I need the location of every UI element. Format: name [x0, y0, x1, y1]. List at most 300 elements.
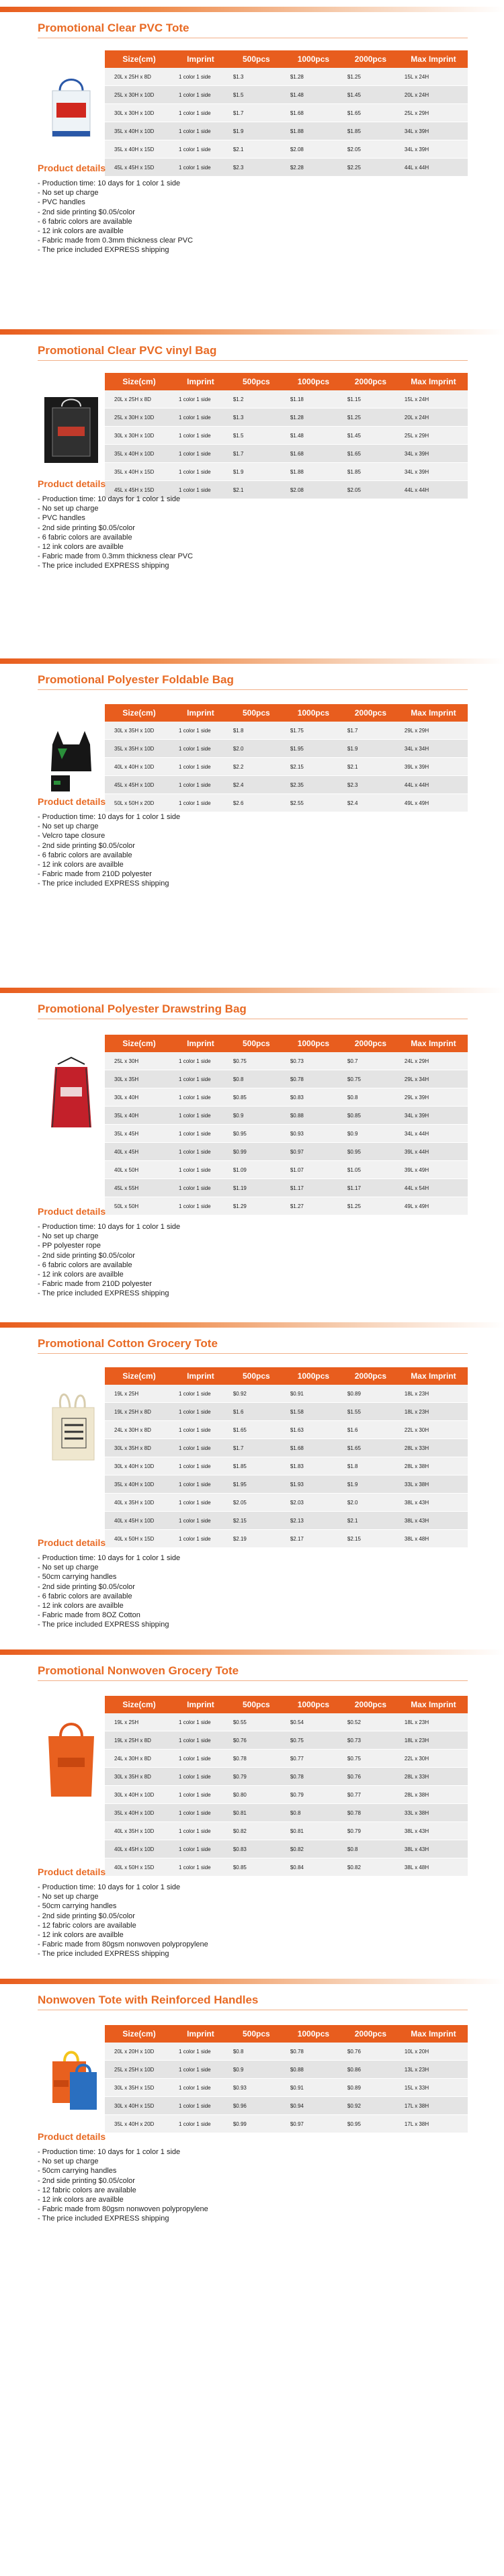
table-cell: 28L x 38H — [399, 1457, 468, 1475]
table-row — [105, 1439, 468, 1457]
table-cell: 1 color 1 side — [173, 390, 228, 409]
section-top-bar — [0, 658, 504, 664]
table-cell: 28L x 33H — [399, 1439, 468, 1457]
table-row — [105, 794, 468, 812]
table-cell: $2.1 — [342, 758, 399, 776]
table-cell: 35L x 40H x 20D — [105, 2115, 173, 2133]
table-cell: $0.8 — [342, 1088, 399, 1107]
table-cell: $1.27 — [285, 1197, 342, 1215]
table-row — [105, 1768, 468, 1786]
table-cell: $0.85 — [342, 1107, 399, 1125]
table-row — [105, 1197, 468, 1215]
table-cell: 19L x 25H x 8D — [105, 1731, 173, 1750]
table-cell: $0.92 — [342, 2097, 399, 2115]
table-cell: 1 color 1 side — [173, 740, 228, 758]
table-cell: $2.0 — [342, 1494, 399, 1512]
table-cell: $1.28 — [285, 409, 342, 427]
column-header: Max Imprint — [399, 1035, 468, 1052]
detail-item: - Fabric made from 0.3mm thickness clear PVC — [38, 237, 194, 245]
column-header: Imprint — [173, 50, 228, 68]
table-row — [105, 159, 468, 177]
table-cell: 38L x 43H — [399, 1840, 468, 1858]
table-cell: 35L x 40H x 15D — [105, 463, 173, 481]
table-cell: 44L x 44H — [399, 159, 468, 177]
table-cell: 30L x 35H — [105, 1070, 173, 1088]
table-cell: 22L x 30H — [399, 1421, 468, 1439]
table-cell: 35L x 45H — [105, 1125, 173, 1143]
table-cell: $0.8 — [285, 1804, 342, 1822]
table-row — [105, 427, 468, 445]
table-cell: $0.79 — [342, 1822, 399, 1840]
section-title: Promotional Clear PVC vinyl Bag — [38, 344, 217, 357]
table-cell: 25L x 25H x 10D — [105, 2061, 173, 2079]
table-cell: $2.25 — [342, 159, 399, 177]
table-cell: $1.48 — [285, 86, 342, 104]
table-cell: 1 color 1 side — [173, 2061, 228, 2079]
table-row — [105, 86, 468, 104]
column-header: 2000pcs — [342, 1035, 399, 1052]
table-cell: 1 color 1 side — [173, 722, 228, 740]
table-cell: $1.65 — [228, 1421, 285, 1439]
column-header: 1000pcs — [285, 50, 342, 68]
table-cell: $1.95 — [228, 1475, 285, 1494]
table-row — [105, 1403, 468, 1421]
table-cell: $1.65 — [342, 1439, 399, 1457]
details-list — [38, 812, 180, 889]
table-row — [105, 1421, 468, 1439]
table-cell: $2.3 — [228, 159, 285, 177]
table-cell: 35L x 40H x 10D — [105, 1475, 173, 1494]
detail-item: - Fabric made from 80gsm nonwoven polypropylene — [38, 1940, 208, 1949]
table-cell: 15L x 33H — [399, 2079, 468, 2097]
table-cell: 30L x 40H x 10D — [105, 1786, 173, 1804]
table-row — [105, 758, 468, 776]
table-cell: 30L x 35H x 8D — [105, 1768, 173, 1786]
table-cell: $2.15 — [342, 1530, 399, 1548]
table-cell: $0.95 — [342, 1143, 399, 1161]
table-cell: $2.4 — [342, 794, 399, 812]
detail-item: - Production time: 10 days for 1 color 1 side — [38, 1223, 181, 1231]
table-cell: $2.1 — [342, 1512, 399, 1530]
table-cell: 19L x 25H x 8D — [105, 1403, 173, 1421]
table-cell: $1.17 — [285, 1179, 342, 1197]
detail-item: - 12 ink colors are availble — [38, 861, 124, 869]
details-list — [38, 1553, 180, 1630]
table-cell: $1.6 — [342, 1421, 399, 1439]
table-cell: 20L x 20H x 10D — [105, 2043, 173, 2061]
table-cell: $0.78 — [285, 1070, 342, 1088]
table-row — [105, 1475, 468, 1494]
table-cell: $2.08 — [285, 140, 342, 159]
table-cell: $0.8 — [228, 2043, 285, 2061]
table-cell: $1.25 — [342, 68, 399, 86]
table-cell: 1 color 1 side — [173, 1457, 228, 1475]
table-row — [105, 1731, 468, 1750]
table-cell: $1.29 — [228, 1197, 285, 1215]
table-cell: 50L x 50H x 20D — [105, 794, 173, 812]
table-cell: 29L x 29H — [399, 722, 468, 740]
table-cell: 28L x 33H — [399, 1768, 468, 1786]
table-cell: 18L x 23H — [399, 1713, 468, 1731]
details-list — [38, 2147, 208, 2224]
column-header: Size(cm) — [105, 1035, 173, 1052]
table-cell: 30L x 35H x 15D — [105, 2079, 173, 2097]
section-top-bar — [0, 1979, 504, 1984]
table-cell: $0.79 — [228, 1768, 285, 1786]
details-heading: Product details — [38, 163, 106, 173]
column-header: Size(cm) — [105, 704, 173, 722]
column-header: 1000pcs — [285, 704, 342, 722]
column-header: 500pcs — [228, 704, 285, 722]
table-cell: 40L x 50H — [105, 1161, 173, 1179]
details-heading: Product details — [38, 1866, 106, 1877]
table-row — [105, 1822, 468, 1840]
table-cell: 24L x 30H x 8D — [105, 1750, 173, 1768]
table-cell: $2.05 — [228, 1494, 285, 1512]
table-cell: 30L x 40H — [105, 1088, 173, 1107]
details-heading: Product details — [38, 1206, 106, 1217]
table-cell: $2.15 — [285, 758, 342, 776]
table-cell: $1.7 — [228, 104, 285, 122]
table-cell: $1.25 — [342, 409, 399, 427]
details-heading: Product details — [38, 2131, 106, 2142]
table-cell: $2.35 — [285, 776, 342, 794]
table-cell: 1 color 1 side — [173, 1143, 228, 1161]
table-cell: 24L x 30H x 8D — [105, 1421, 173, 1439]
table-cell: 1 color 1 side — [173, 1530, 228, 1548]
table-cell: 1 color 1 side — [173, 2043, 228, 2061]
table-cell: $0.9 — [228, 1107, 285, 1125]
detail-item: - 2nd side printing $0.05/color — [38, 2176, 135, 2185]
column-header: Size(cm) — [105, 1367, 173, 1385]
column-header: 2000pcs — [342, 373, 399, 390]
table-cell: $0.83 — [285, 1088, 342, 1107]
table-cell: 33L x 38H — [399, 1475, 468, 1494]
column-header: 500pcs — [228, 50, 285, 68]
column-header: 1000pcs — [285, 1696, 342, 1713]
table-cell: 34L x 34H — [399, 740, 468, 758]
table-cell: $0.52 — [342, 1713, 399, 1731]
table-row — [105, 2115, 468, 2133]
column-header: 500pcs — [228, 1367, 285, 1385]
table-cell: $0.9 — [228, 2061, 285, 2079]
table-cell: 1 color 1 side — [173, 758, 228, 776]
table-cell: $1.93 — [285, 1475, 342, 1494]
price-table — [105, 704, 468, 812]
table-row — [105, 1786, 468, 1804]
table-cell: $1.58 — [285, 1403, 342, 1421]
table-cell: $1.68 — [285, 1439, 342, 1457]
detail-item: - The price included EXPRESS shipping — [38, 2215, 169, 2223]
section-top-bar — [0, 329, 504, 335]
table-cell: 22L x 30H — [399, 1750, 468, 1768]
table-cell: 1 color 1 side — [173, 2079, 228, 2097]
price-table — [105, 1367, 468, 1548]
table-cell: 1 color 1 side — [173, 122, 228, 140]
table-cell: $1.68 — [285, 445, 342, 463]
detail-item: - PP polyester rope — [38, 1242, 101, 1250]
table-cell: $0.85 — [228, 1088, 285, 1107]
table-cell: $0.79 — [285, 1786, 342, 1804]
table-cell: $0.89 — [342, 2079, 399, 2097]
table-cell: 34L x 44H — [399, 1125, 468, 1143]
table-cell: $0.99 — [228, 1143, 285, 1161]
table-cell: $0.75 — [342, 1750, 399, 1768]
table-cell: 1 color 1 side — [173, 1768, 228, 1786]
column-header: Imprint — [173, 1035, 228, 1052]
table-cell: 40L x 45H — [105, 1143, 173, 1161]
column-header: 2000pcs — [342, 1696, 399, 1713]
detail-item: - Production time: 10 days for 1 color 1 side — [38, 2148, 181, 2156]
table-cell: 40L x 35H x 10D — [105, 1494, 173, 1512]
table-cell: 1 color 1 side — [173, 1052, 228, 1070]
detail-item: - 2nd side printing $0.05/color — [38, 208, 135, 216]
table-cell: 1 color 1 side — [173, 1403, 228, 1421]
table-cell: $0.7 — [342, 1052, 399, 1070]
price-table — [105, 1035, 468, 1215]
table-cell: 25L x 30H x 10D — [105, 409, 173, 427]
column-header: 2000pcs — [342, 50, 399, 68]
column-header: Max Imprint — [399, 704, 468, 722]
table-cell: $1.15 — [342, 390, 399, 409]
table-cell: 30L x 30H x 10D — [105, 427, 173, 445]
table-cell: $0.83 — [228, 1840, 285, 1858]
section-top-bar — [0, 988, 504, 993]
column-header: Imprint — [173, 2025, 228, 2043]
table-cell: $0.9 — [342, 1125, 399, 1143]
table-cell: $1.25 — [342, 1197, 399, 1215]
table-row — [105, 2061, 468, 2079]
table-cell: 34L x 39H — [399, 1107, 468, 1125]
table-cell: 15L x 24H — [399, 390, 468, 409]
table-cell: $0.97 — [285, 2115, 342, 2133]
column-header: Max Imprint — [399, 1367, 468, 1385]
table-row — [105, 1088, 468, 1107]
table-cell: 40L x 45H x 10D — [105, 1840, 173, 1858]
table-cell: 44L x 44H — [399, 481, 468, 499]
table-cell: 44L x 44H — [399, 776, 468, 794]
table-cell: 1 color 1 side — [173, 1512, 228, 1530]
table-cell: $0.91 — [285, 2079, 342, 2097]
detail-item: - 2nd side printing $0.05/color — [38, 523, 135, 532]
detail-item: - 6 fabric colors are available — [38, 851, 132, 859]
table-cell: 1 color 1 side — [173, 1750, 228, 1768]
section-title: Promotional Nonwoven Grocery Tote — [38, 1664, 239, 1677]
table-row — [105, 740, 468, 758]
table-cell: 1 color 1 side — [173, 1088, 228, 1107]
table-row — [105, 1750, 468, 1768]
table-cell: 1 color 1 side — [173, 68, 228, 86]
table-cell: $1.3 — [228, 68, 285, 86]
table-cell: 38L x 48H — [399, 1530, 468, 1548]
table-cell: $2.1 — [228, 140, 285, 159]
table-cell: 25L x 30H — [105, 1052, 173, 1070]
table-cell: $1.28 — [285, 68, 342, 86]
table-cell: $2.15 — [228, 1512, 285, 1530]
table-row — [105, 1494, 468, 1512]
table-cell: 39L x 44H — [399, 1143, 468, 1161]
table-cell: 45L x 55H — [105, 1179, 173, 1197]
detail-item: - The price included EXPRESS shipping — [38, 246, 169, 255]
table-cell: 20L x 24H — [399, 409, 468, 427]
section-top-bar — [0, 7, 504, 12]
column-header: 1000pcs — [285, 1367, 342, 1385]
table-cell: $0.81 — [228, 1804, 285, 1822]
detail-item: - 2nd side printing $0.05/color — [38, 1251, 135, 1260]
table-cell: 35L x 40H x 10D — [105, 122, 173, 140]
table-cell: $1.07 — [285, 1161, 342, 1179]
table-cell: $0.78 — [342, 1804, 399, 1822]
table-row — [105, 1530, 468, 1548]
table-cell: $0.82 — [228, 1822, 285, 1840]
table-cell: 1 color 1 side — [173, 1840, 228, 1858]
table-row — [105, 1713, 468, 1731]
table-cell: $2.13 — [285, 1512, 342, 1530]
table-cell: 30L x 30H x 10D — [105, 104, 173, 122]
table-cell: $1.2 — [228, 390, 285, 409]
title-underline — [38, 689, 468, 690]
table-cell: 1 color 1 side — [173, 427, 228, 445]
table-cell: $1.17 — [342, 1179, 399, 1197]
table-cell: 40L x 50H x 15D — [105, 1530, 173, 1548]
table-cell: $2.4 — [228, 776, 285, 794]
column-header: Max Imprint — [399, 1696, 468, 1713]
clear-pvc-vinyl-bag-image — [38, 393, 105, 467]
table-cell: 49L x 49H — [399, 794, 468, 812]
detail-item: - 50cm carrying handles — [38, 2167, 117, 2176]
table-cell: $2.17 — [285, 1530, 342, 1548]
detail-item: - No set up charge — [38, 1893, 99, 1901]
table-row — [105, 722, 468, 740]
table-cell: $0.77 — [342, 1786, 399, 1804]
table-cell: $1.19 — [228, 1179, 285, 1197]
table-cell: 17L x 38H — [399, 2115, 468, 2133]
table-cell: 24L x 29H — [399, 1052, 468, 1070]
price-table — [105, 373, 468, 499]
cotton-grocery-tote-image — [38, 1387, 105, 1488]
table-cell: $2.2 — [228, 758, 285, 776]
column-header: Size(cm) — [105, 373, 173, 390]
table-cell: 39L x 39H — [399, 758, 468, 776]
detail-item: - 12 ink colors are availble — [38, 1931, 124, 1940]
table-row — [105, 1070, 468, 1088]
table-cell: $0.55 — [228, 1713, 285, 1731]
detail-item: - The price included EXPRESS shipping — [38, 1621, 169, 1629]
column-header: Size(cm) — [105, 2025, 173, 2043]
column-header: 2000pcs — [342, 1367, 399, 1385]
table-cell: $2.19 — [228, 1530, 285, 1548]
table-cell: $1.85 — [342, 122, 399, 140]
table-cell: $1.7 — [342, 722, 399, 740]
table-cell: 1 color 1 side — [173, 1070, 228, 1088]
column-header: 1000pcs — [285, 1035, 342, 1052]
table-cell: $0.82 — [285, 1840, 342, 1858]
table-cell: $0.97 — [285, 1143, 342, 1161]
table-cell: 1 color 1 side — [173, 1494, 228, 1512]
bag-illustration — [38, 71, 105, 142]
table-cell: $1.9 — [228, 122, 285, 140]
table-cell: $1.18 — [285, 390, 342, 409]
table-cell: $0.93 — [228, 2079, 285, 2097]
table-cell: 35L x 40H — [105, 1107, 173, 1125]
table-cell: 25L x 29H — [399, 104, 468, 122]
table-cell: $0.82 — [342, 1858, 399, 1877]
table-row — [105, 1512, 468, 1530]
nonwoven-grocery-tote-image — [38, 1716, 105, 1820]
detail-item: - 12 ink colors are availble — [38, 543, 124, 552]
table-cell: $1.3 — [228, 409, 285, 427]
table-cell: $2.28 — [285, 159, 342, 177]
table-cell: 1 color 1 side — [173, 1731, 228, 1750]
table-cell: $1.55 — [342, 1403, 399, 1421]
table-cell: 20L x 25H x 8D — [105, 68, 173, 86]
detail-item: - 6 fabric colors are available — [38, 1592, 132, 1600]
detail-item: - The price included EXPRESS shipping — [38, 1950, 169, 1959]
table-cell: 28L x 38H — [399, 1786, 468, 1804]
polyester-drawstring-bag-image — [38, 1055, 105, 1149]
column-header: 500pcs — [228, 1696, 285, 1713]
table-cell: 1 color 1 side — [173, 794, 228, 812]
clear-pvc-tote-image — [38, 71, 105, 142]
detail-item: - 50cm carrying handles — [38, 1902, 117, 1911]
table-cell: 1 color 1 side — [173, 409, 228, 427]
table-cell: 1 color 1 side — [173, 86, 228, 104]
table-cell: 1 color 1 side — [173, 1179, 228, 1197]
table-cell: 1 color 1 side — [173, 445, 228, 463]
table-cell: $1.88 — [285, 463, 342, 481]
table-cell: 30L x 35H x 10D — [105, 722, 173, 740]
table-cell: 38L x 43H — [399, 1494, 468, 1512]
column-header: 500pcs — [228, 373, 285, 390]
table-cell: 38L x 43H — [399, 1822, 468, 1840]
detail-item: - 12 ink colors are availble — [38, 227, 124, 236]
detail-item: - Fabric made from 210D polyester — [38, 1280, 152, 1289]
table-cell: $1.5 — [228, 86, 285, 104]
table-cell: $1.7 — [228, 1439, 285, 1457]
column-header: 500pcs — [228, 2025, 285, 2043]
table-cell: $1.9 — [228, 463, 285, 481]
table-cell: $0.75 — [285, 1731, 342, 1750]
detail-item: - No set up charge — [38, 1563, 99, 1572]
table-cell: $2.05 — [342, 481, 399, 499]
table-row — [105, 122, 468, 140]
table-cell: 10L x 20H — [399, 2043, 468, 2061]
table-cell: 40L x 35H x 10D — [105, 1822, 173, 1840]
table-row — [105, 2043, 468, 2061]
table-cell: 45L x 45H x 15D — [105, 481, 173, 499]
table-cell: 34L x 39H — [399, 463, 468, 481]
table-cell: $2.03 — [285, 1494, 342, 1512]
table-cell: 18L x 23H — [399, 1731, 468, 1750]
table-cell: $1.8 — [228, 722, 285, 740]
detail-item: - No set up charge — [38, 2157, 99, 2166]
column-header: Imprint — [173, 1367, 228, 1385]
column-header: Imprint — [173, 1696, 228, 1713]
table-cell: 44L x 54H — [399, 1179, 468, 1197]
table-cell: $1.88 — [285, 122, 342, 140]
price-table — [105, 50, 468, 177]
table-cell: $2.1 — [228, 481, 285, 499]
nonwoven-tote-reinforced-handles-image — [38, 2045, 105, 2126]
table-cell: 35L x 35H x 10D — [105, 740, 173, 758]
section-title: Promotional Polyester Drawstring Bag — [38, 1002, 247, 1015]
table-cell: 1 color 1 side — [173, 1822, 228, 1840]
table-cell: $0.75 — [342, 1070, 399, 1088]
column-header: Max Imprint — [399, 2025, 468, 2043]
table-cell: $2.55 — [285, 794, 342, 812]
table-row — [105, 409, 468, 427]
table-cell: $1.83 — [285, 1457, 342, 1475]
